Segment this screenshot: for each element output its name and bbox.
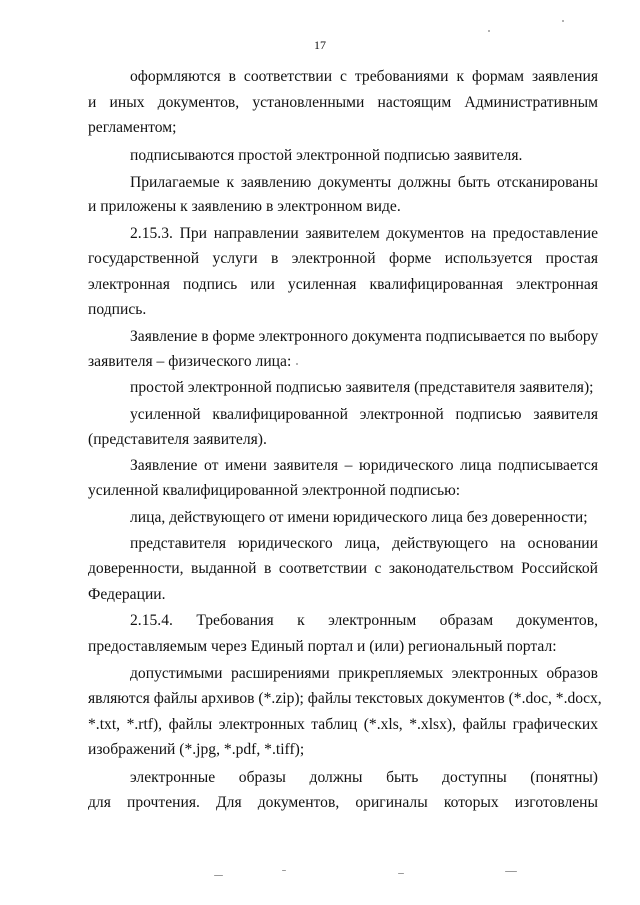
scan-speck: [562, 20, 564, 22]
text-line: усиленной квалифицированной электронной подписью заявителя: [130, 406, 598, 423]
scan-speck: [282, 870, 286, 871]
text-line: оформляются в соответствии с требованиями к формам заявления: [130, 68, 598, 85]
text-line: представителя юридического лица, действующего на основании: [130, 535, 598, 552]
scan-speck: [296, 363, 298, 365]
text-line: Прилагаемые к заявлению документы должны быть отсканированы: [130, 174, 598, 191]
text-line: Федерации.: [88, 586, 166, 603]
text-line: лица, действующего от имени юридического лица без доверенности;: [130, 509, 588, 526]
text-line: электронные образы должны быть доступны (понятны): [130, 769, 598, 786]
text-line: 2.15.3. При направлении заявителем документов на предоставление: [130, 225, 598, 242]
text-line: изображений (*.jpg, *.pdf, *.tiff);: [88, 741, 305, 758]
text-line: подпись.: [88, 301, 147, 318]
text-line: электронная подпись или усиленная квалифицированная электронная: [88, 276, 598, 293]
text-line: предоставляемым через Единый портал и (или) региональный портал:: [88, 638, 557, 655]
scan-speck: [505, 871, 517, 872]
text-line: государственной услуги в электронной форме используется простая: [88, 250, 598, 267]
text-line: 2.15.4. Требования к электронным образам документов,: [130, 612, 598, 629]
text-line: *.txt, *.rtf), файлы электронных таблиц (*.xls, *.xlsx), файлы графических: [88, 716, 598, 733]
text-line: (представителя заявителя).: [88, 431, 267, 448]
text-line: усиленной квалифицированной электронной подписью:: [88, 482, 461, 499]
text-line: Заявление от имени заявителя – юридического лица подписывается: [130, 457, 598, 474]
text-line: для прочтения. Для документов, оригиналы которых изготовлены: [88, 794, 598, 811]
scan-speck: [214, 875, 223, 876]
text-line: доверенности, выданной в соответствии с законодательством Российской: [88, 560, 598, 577]
text-line: заявителя – физического лица:: [88, 353, 292, 370]
page-number: 17: [314, 38, 326, 52]
scan-speck: [488, 30, 490, 32]
text-line: и иных документов, установленными настоящим Административным: [88, 94, 598, 111]
text-line: Заявление в форме электронного документа подписывается по выбору: [130, 328, 599, 345]
text-line: простой электронной подписью заявителя (представителя заявителя);: [130, 379, 594, 396]
text-line: и приложены к заявлению в электронном виде.: [88, 198, 401, 215]
text-line: являются файлы архивов (*.zip); файлы текстовых документов (*.doc, *.docx,: [88, 690, 602, 707]
text-line: подписываются простой электронной подписью заявителя.: [130, 147, 523, 164]
text-line: допустимыми расширениями прикрепляемых электронных образов: [130, 665, 598, 682]
scan-speck: [398, 873, 404, 874]
text-line: регламентом;: [88, 119, 177, 136]
